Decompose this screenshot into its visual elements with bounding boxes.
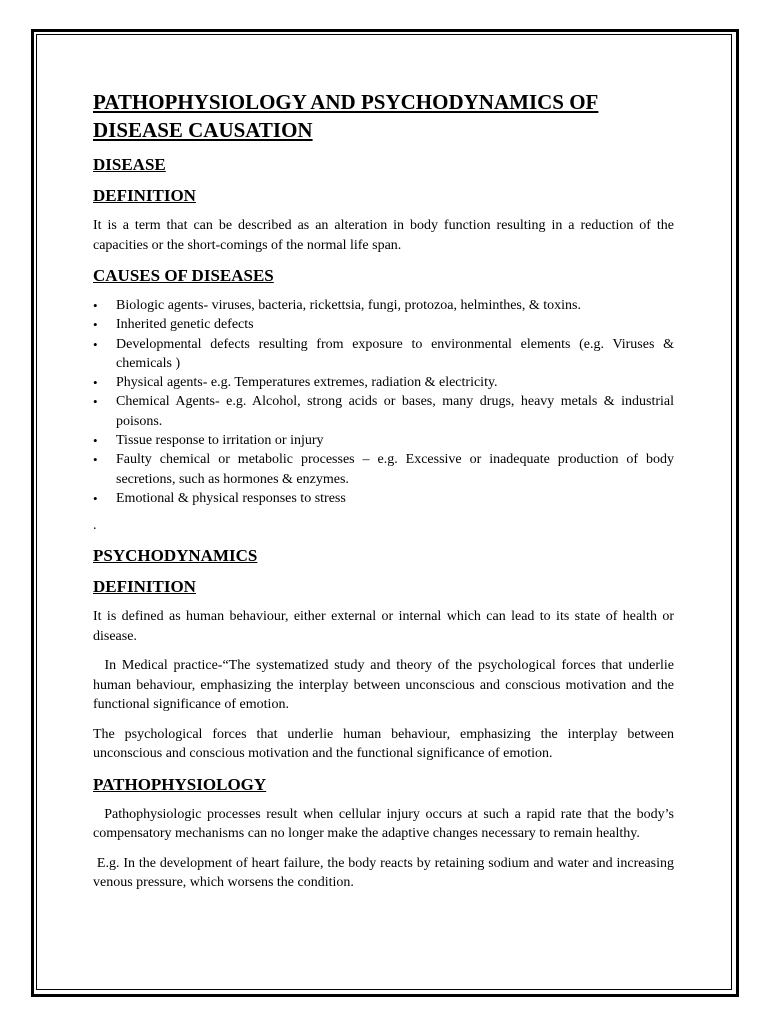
list-item <box>93 489 674 508</box>
bullet-icon: • <box>93 394 98 410</box>
list-item-text: Faulty chemical or metabolic processes – e.g. Excessive or inadequate production of body secretions, such as hormones & enzymes. <box>116 452 674 487</box>
bullet-icon: • <box>93 433 98 449</box>
bullet-icon: • <box>93 336 98 352</box>
bullet-icon: • <box>93 317 98 333</box>
list-item-text: Inherited genetic defects <box>116 317 254 333</box>
document-body <box>93 88 678 903</box>
pathophysiology-example-text: E.g. In the development of heart failure, the body reacts by retaining sodium and water and increasing venous pressure, which worsens the condition. <box>93 855 678 891</box>
list-item <box>93 335 674 374</box>
bullet-icon: • <box>93 490 98 506</box>
bullet-icon: • <box>93 298 98 313</box>
disease-heading: DISEASE <box>93 155 166 174</box>
list-item-text: Physical agents- e.g. Temperatures extremes, radiation & electricity. <box>116 375 498 391</box>
stray-period: . <box>93 518 97 534</box>
list-item <box>93 450 674 489</box>
psychodynamics-medical-practice-text: In Medical practice-“The systematized study and theory of the psychological forces that underlie human behaviour, emphasizing the interplay between unconscious and conscious motivation and the functional significance of emotion. <box>93 658 678 713</box>
psychodynamics-definition-heading: DEFINITION <box>93 577 196 597</box>
causes-list <box>93 296 674 508</box>
disease-definition-heading: DEFINITION <box>93 186 196 205</box>
list-item-text: Biologic agents- viruses, bacteria, rickettsia, fungi, protozoa, helminthes, & toxins. <box>116 298 582 313</box>
pathophysiology-processes-text: Pathophysiologic processes result when cellular injury occurs at such a rapid rate that the body’s compensatory mechanisms can no longer make the adaptive changes necessary to remain healthy. <box>93 806 678 842</box>
bullet-icon: • <box>93 375 98 391</box>
causes-heading: CAUSES OF DISEASES <box>93 266 274 285</box>
list-item-text: Tissue response to irritation or injury <box>116 433 324 449</box>
disease-definition-text: It is a term that can be described as an alteration in body function resulting in a reduction of the capacities or the short-comings of the normal life span. <box>93 218 674 253</box>
list-item-text: Chemical Agents- e.g. Alcohol, strong acids or bases, many drugs, heavy metals & industrial poisons. <box>116 394 674 429</box>
psychodynamics-definition-text: It is defined as human behaviour, either external or internal which can lead to its state of health or disease. <box>93 609 674 644</box>
list-item <box>93 431 674 450</box>
list-item-text: Developmental defects resulting from exposure to environmental elements (e.g. Viruses & chemicals ) <box>116 336 674 371</box>
list-item <box>93 296 674 315</box>
psychodynamics-forces-text: The psychological forces that underlie human behaviour, emphasizing the interplay between unconscious and conscious motivation and the functional significance of emotion. <box>93 726 674 762</box>
list-item <box>93 392 674 431</box>
bullet-icon: • <box>93 452 98 468</box>
document-title: PATHOPHYSIOLOGY AND PSYCHODYNAMICS OF DISEASE CAUSATION <box>93 90 599 142</box>
list-item-text: Emotional & physical responses to stress <box>116 490 346 506</box>
list-item <box>93 315 674 334</box>
list-item <box>93 373 674 392</box>
psychodynamics-heading: PSYCHODYNAMICS <box>93 546 258 566</box>
pathophysiology-heading: PATHOPHYSIOLOGY <box>93 774 267 794</box>
